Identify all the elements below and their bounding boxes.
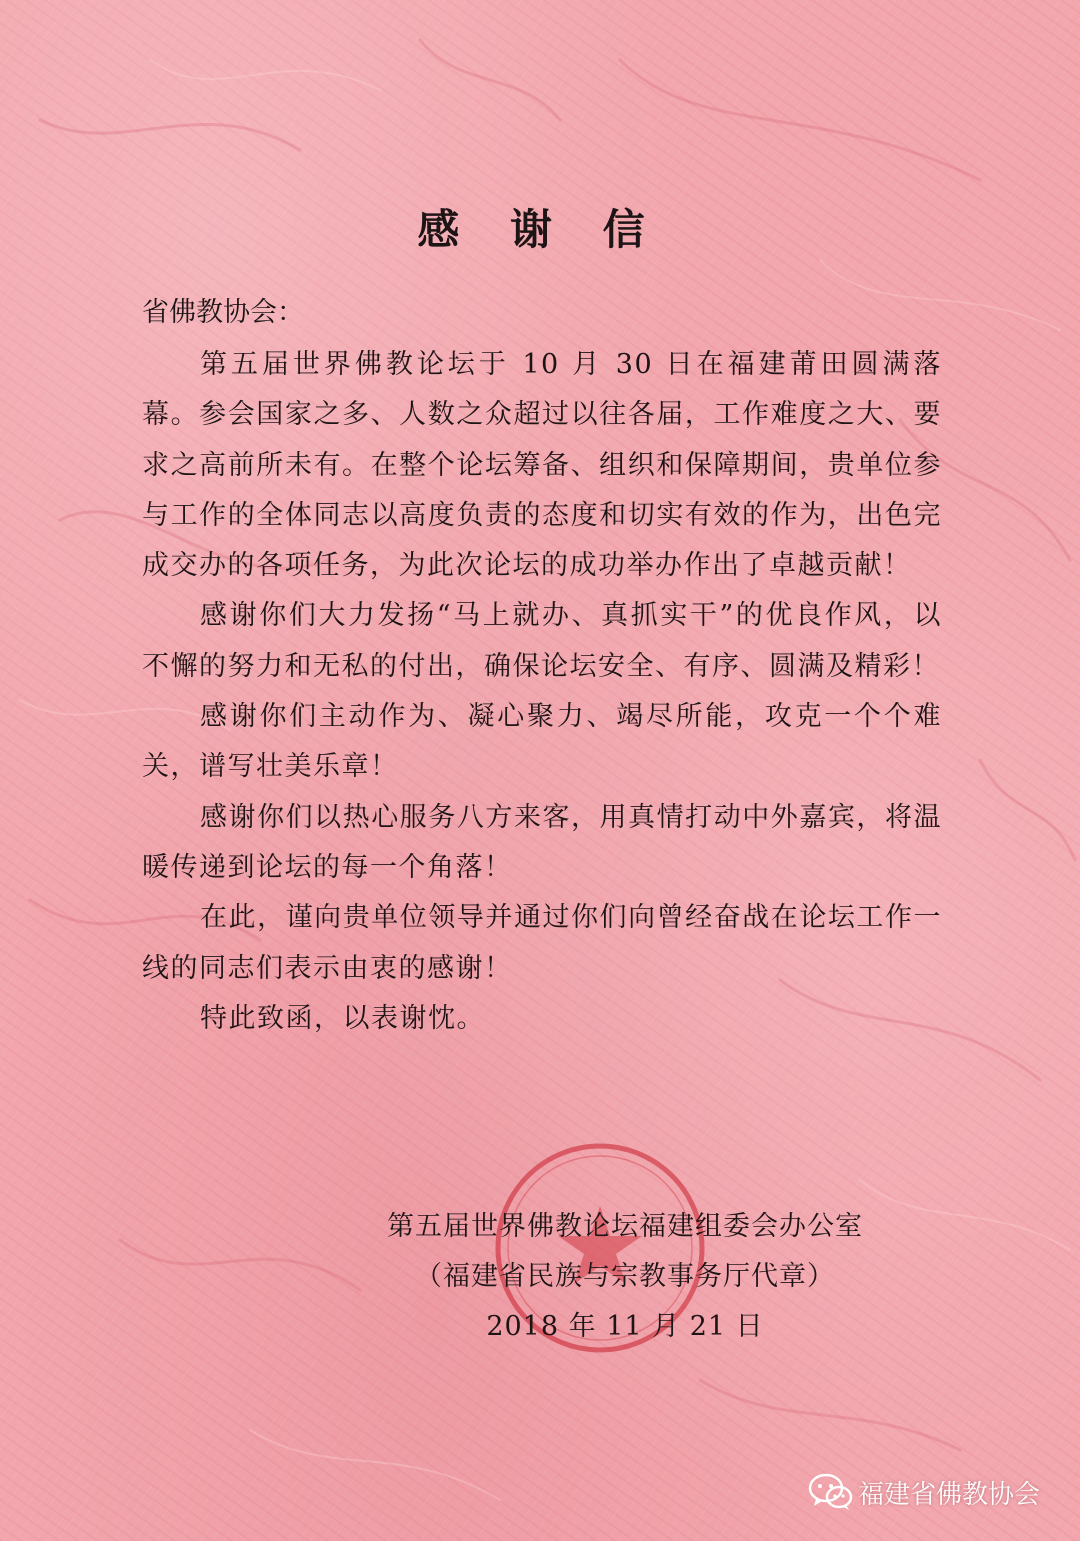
letter-signature bbox=[360, 1202, 890, 1352]
signature-date: 2018 年 11 月 21 日 bbox=[486, 1311, 764, 1342]
watermark-text: 福建省佛教协会 bbox=[858, 1479, 1041, 1510]
letter-salutation: 省佛教协会： bbox=[142, 297, 304, 328]
letter-title: 感 谢 信 bbox=[417, 205, 663, 254]
signature-note: （福建省民族与宗教事务厅代章） bbox=[415, 1261, 835, 1292]
letter-body bbox=[142, 340, 942, 1044]
body-paragraph: 感谢你们大力发扬“马上就办、真抓实干”的优良作风，以不懈的努力和无私的付出，确保论坛安全、有序、圆满及精彩！ bbox=[142, 600, 942, 682]
wechat-icon bbox=[808, 1472, 854, 1512]
body-paragraph: 第五届世界佛教论坛于 10 月 30 日在福建莆田圆满落幕。参会国家之多、人数之众超过以往各届，工作难度之大、要求之高前所未有。在整个论坛筹备、组织和保障期间，贵单位参与工作的全体同志以高度负责的态度和切实有效的作为，出色完成交办的各项任务，为此次论坛的成功举办作出了卓越贡献！ bbox=[142, 349, 942, 582]
body-paragraph: 感谢你们以热心服务八方来客，用真情打动中外嘉宾，将温暖传递到论坛的每一个角落！ bbox=[142, 801, 942, 883]
signature-organization: 第五届世界佛教论坛福建组委会办公室 bbox=[387, 1211, 863, 1242]
body-paragraph: 特此致函，以表谢忱。 bbox=[200, 1002, 485, 1034]
body-paragraph: 在此，谨向贵单位领导并通过你们向曾经奋战在论坛工作一线的同志们表示由衷的感谢！ bbox=[142, 902, 942, 984]
account-watermark bbox=[808, 1470, 1040, 1514]
body-paragraph: 感谢你们主动作为、凝心聚力、竭尽所能，攻克一个个难关，谱写壮美乐章！ bbox=[142, 701, 942, 783]
